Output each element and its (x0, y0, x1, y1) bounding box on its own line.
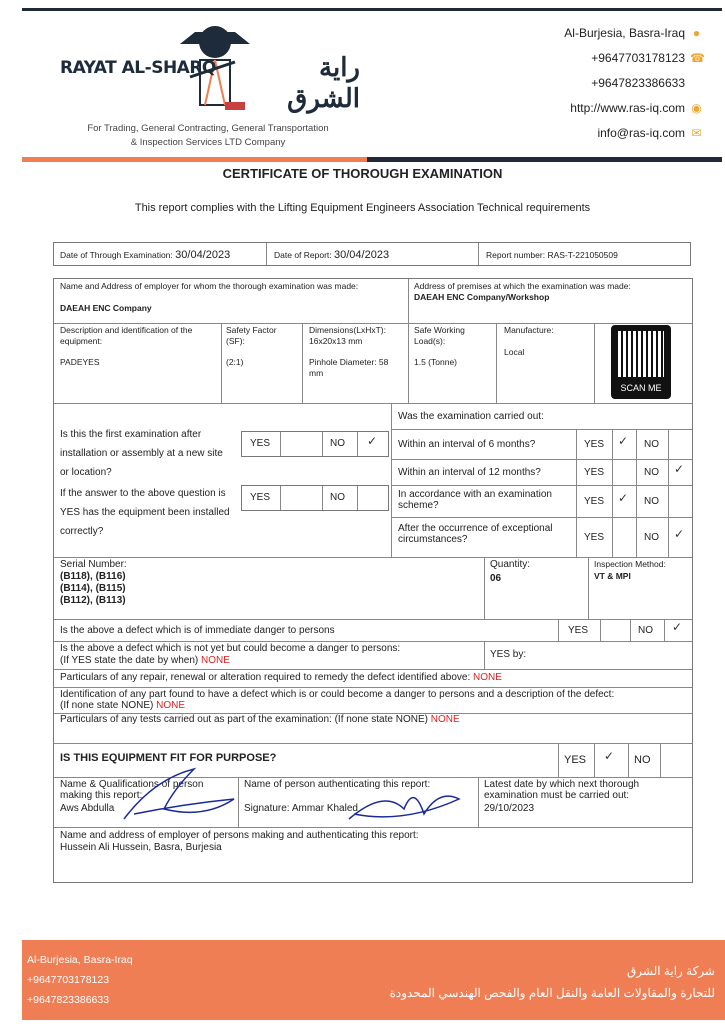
company-name-en: RAYAT AL-SHARQ (60, 58, 216, 78)
location-pin-icon: ● (692, 26, 701, 41)
company-logo (60, 22, 360, 117)
contact-phone-1: +9647703178123 ☎ (591, 51, 705, 66)
authenticator: Signature: Ammar Khaled (244, 803, 358, 814)
contact-block (564, 24, 703, 149)
certificate-subtitle: This report complies with the Lifting Equipment Engineers Association Technical requirements (134, 202, 591, 214)
header-separator (22, 156, 722, 162)
employer-of-persons: Hussein Ali Hussein, Basra, Burjesia (60, 842, 222, 853)
serial-line-2: (B114), (B115) (60, 583, 126, 594)
contact-website[interactable]: http://www.ras-iq.com ◉ (570, 101, 702, 116)
phone-icon: ☎ (690, 51, 705, 66)
signature-ammar (344, 779, 464, 829)
examination-form: Name and Address of employer for whom the thorough examination was made: DAEAH ENC Company Address of premises at which the examination was made: DAEAH ENC Company/Workshop Description and identification of the equipment: PADEYES Safety Factor (SF): (2:1) Dimensions(LxHxT): 16x20x13 mm Pinhole Diameter: 58 mm Safe Working Load(s): 1.5 (Tonne) Manufacture: Local Is this the first examination after installation or assembly at a new site or location? If the answer to the above question is YES has the equipment been installed correctly? YES NO ✓ YES NO Was the examination carried out: Within an interval of 6 months? Within an interval of 12 months? In accordance with an examination scheme? After the occurrence of exceptional circumstances? YES ✓ NO YES NO ✓ YES ✓ NO YES NO ✓ Serial Number: (B118), (B116) (B114), (B115) (B112), (B113) Quantity: 06 Inspection Method: VT & MPI Is the above a defect which is of immediate danger to persons YES NO ✓ Is the above a defect which is not yet but could become a danger to persons: (If YES state the date by when) NONE YES by: Particulars of any repair, renewal or alteration required to remedy the defect identified above: NONE Identification of any part found to have a defect which is or could become a danger to persons and a description of the defect: (If none state NONE) NONE Particulars of any tests carried out as part of the examination: (If none state NONE) NONE IS THIS EQUIPMENT FIT FOR PURPOSE? YES ✓ NO Name & Qualifications of person making this report: Aws Abdulla Name of person authenticating this report: Signature: Ammar Khaled Latest date by which next thorough examination must be carried out: 29/10/2023 Name and address of employer of persons making and authenticating this report: Hussein Ali Hussein, Basra, Burjesia (53, 278, 693, 883)
top-rule (22, 8, 722, 11)
footer-company-ar: شركة راية الشرق (626, 964, 715, 978)
manufacture: Local (504, 347, 525, 357)
report-number: RAS-T-221050509 (547, 250, 618, 260)
globe-icon: ◉ (691, 101, 702, 116)
inspection-method: VT & MPI (594, 571, 631, 581)
premises-name: DAEAH ENC Company/Workshop (414, 292, 550, 302)
installed-correctly-answer: YES NO (241, 485, 389, 511)
signature-aws (114, 749, 244, 829)
qr-code-icon (618, 331, 664, 377)
report-date: 30/04/2023 (334, 249, 390, 261)
footer-tagline-ar: للتجارة والمقاولات العامة والنقل العام والفحص الهندسي المحدودة (389, 986, 715, 1000)
serial-line-3: (B112), (B113) (60, 595, 126, 606)
qr-code[interactable]: SCAN ME (611, 325, 671, 399)
dates-row: Date of Through Examination: 30/04/2023 Date of Report: 30/04/2023 Report number: RAS-T-221050509 (53, 242, 691, 266)
quantity: 06 (490, 573, 502, 584)
safety-factor: (2:1) (226, 357, 244, 367)
exam-date: 30/04/2023 (175, 249, 231, 261)
first-exam-answer: YES NO ✓ (241, 431, 389, 457)
mail-icon: ✉ (691, 126, 702, 141)
contact-email[interactable]: info@ras-iq.com ✉ (597, 126, 702, 141)
company-tagline: For Trading, General Contracting, General Transportation & Inspection Services LTD Company (87, 123, 329, 148)
fit-for-purpose-label: IS THIS EQUIPMENT FIT FOR PURPOSE? (60, 752, 277, 764)
fit-yes-tick: ✓ (604, 749, 615, 763)
next-exam-date: 29/10/2023 (484, 803, 535, 814)
footer-phone-2: +9647823386633 (27, 994, 110, 1006)
footer-band (22, 940, 725, 1020)
contact-address: Al-Burjesia, Basra-Iraq ● (564, 24, 703, 49)
employer-name: DAEAH ENC Company (60, 303, 152, 313)
report-author: Aws Abdulla (60, 803, 115, 814)
first-exam-no-tick: ✓ (367, 434, 378, 448)
footer-address: Al-Burjesia, Basra-Iraq (27, 954, 133, 966)
contact-phone-2: +9647823386633 (591, 76, 685, 90)
footer-phone-1: +9647703178123 (27, 974, 110, 986)
equipment-description: PADEYES (60, 357, 100, 367)
company-name-ar: راية الشرق (287, 52, 360, 113)
serial-line-1: (B118), (B116) (60, 571, 126, 582)
safe-working-load: 1.5 (Tonne) (414, 357, 457, 367)
certificate-title: CERTIFICATE OF THOROUGH EXAMINATION (222, 166, 503, 181)
